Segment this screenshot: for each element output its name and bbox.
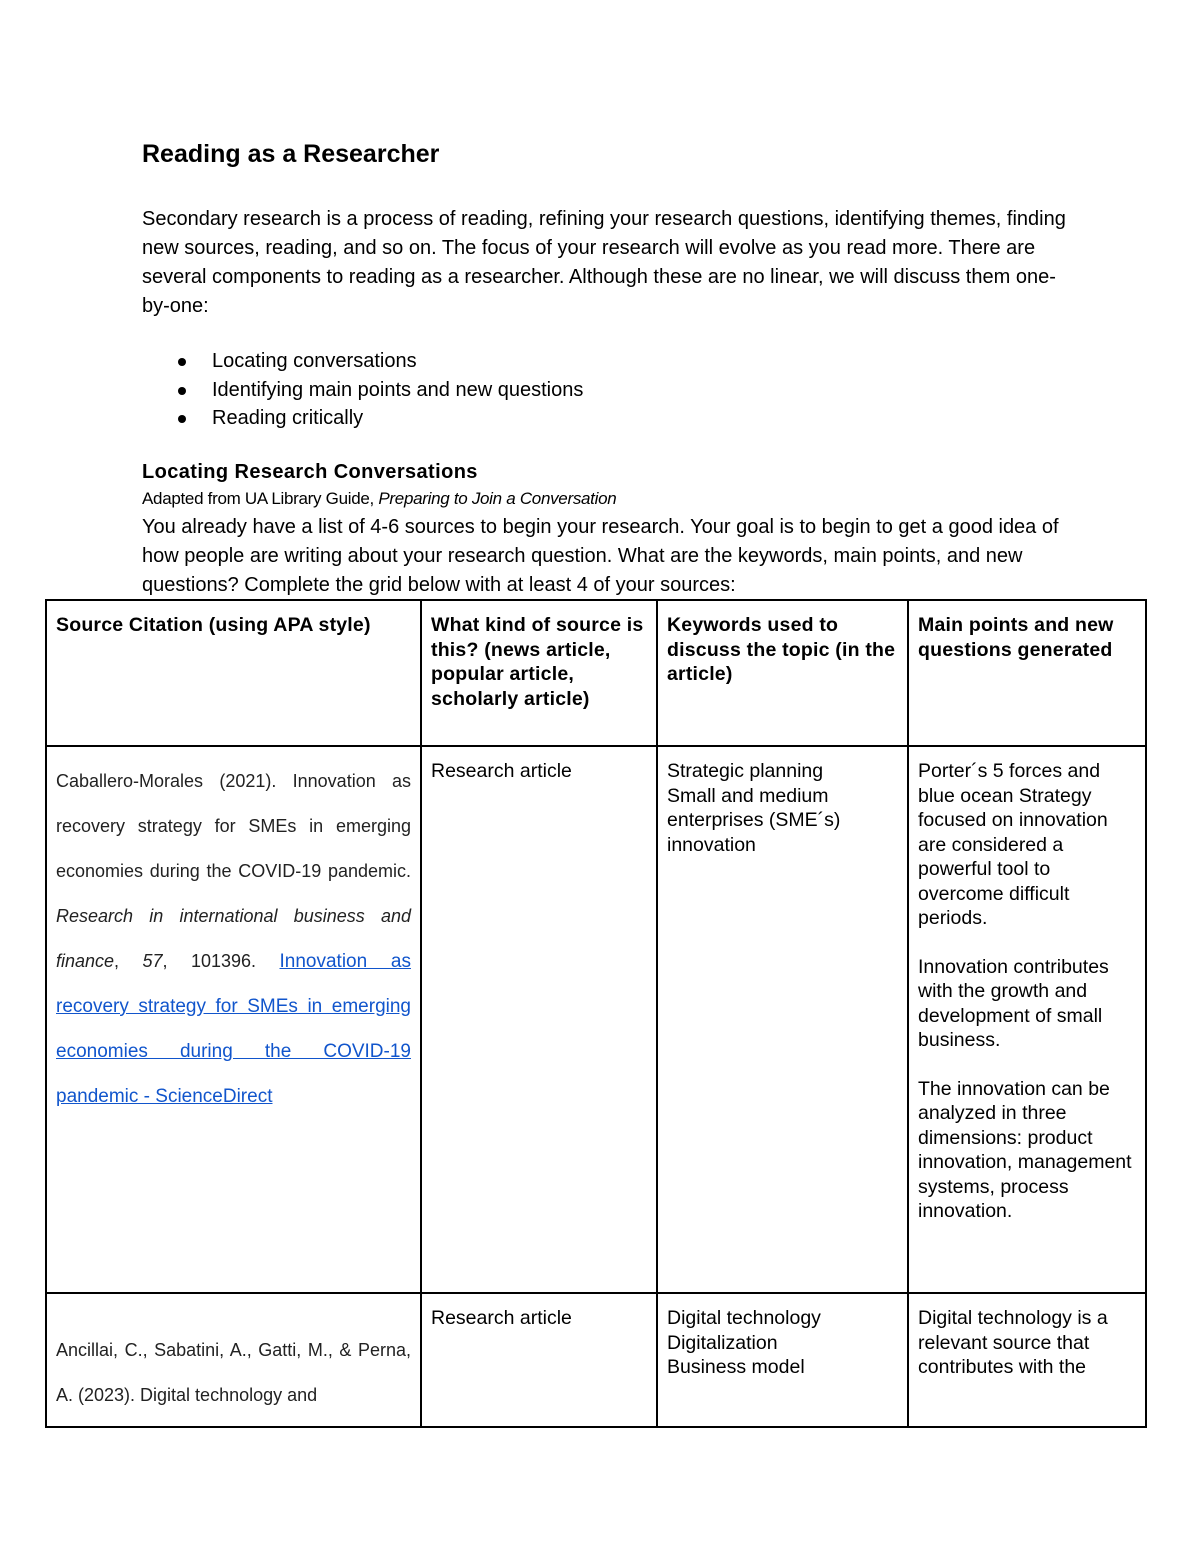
header-source-kind: What kind of source is this? (news article, popular article, scholarly article) <box>421 600 657 746</box>
adapted-guide-title: Preparing to Join a Conversation <box>378 489 617 508</box>
list-item: Identifying main points and new questions <box>142 376 1042 405</box>
bullet-list <box>142 347 1042 433</box>
keywords-cell: Strategic planning Small and medium enterprises (SME´s) innovation <box>657 746 908 1293</box>
page-title: Reading as a Researcher <box>142 140 440 168</box>
source-type-cell: Research article <box>421 746 657 1293</box>
main-points-cell: Porter´s 5 forces and blue ocean Strategy focused on innovation are considered a powerful tool to overcome difficult periods. Innovation contributes with the growth and development of small business. The innovation can be analyzed in three dimensions: product innovation, management systems, process innovation. <box>908 746 1146 1293</box>
table-header-row <box>46 600 1146 746</box>
section-heading: Locating Research Conversations <box>142 461 478 483</box>
bullet-icon <box>178 415 186 423</box>
sources-grid <box>45 599 1147 1428</box>
source-type-cell: Research article <box>421 1293 657 1427</box>
citation: Ancillai, C., Sabatini, A., Gatti, M., & Perna, A. (2023). Digital technology and <box>56 1340 411 1405</box>
journal-name: Research in international business and finance <box>56 906 411 971</box>
table-row <box>46 1293 1146 1427</box>
adapted-note: Adapted from UA Library Guide, Preparing to Join a Conversation <box>142 489 617 508</box>
table-row <box>46 746 1146 1293</box>
main-points-cell: Digital technology is a relevant source that contributes with the <box>908 1293 1146 1427</box>
instructions-paragraph: You already have a list of 4-6 sources to begin your research. Your goal is to begin to get a good idea of how people are writing about your research question. What are the keywords, main points, and new questions? Complete the grid below with at least 4 of your sources: <box>142 516 1059 596</box>
journal-volume: 57 <box>142 951 163 971</box>
intro-paragraph: Secondary research is a process of reading, refining your research questions, identifying themes, finding new sources, reading, and so on. The focus of your research will evolve as you read more. There are several components to reading as a researcher. Although these are no linear, we will discuss them one-by-one: <box>142 208 1066 317</box>
header-source-citation: Source Citation (using APA style) <box>46 600 421 746</box>
list-item: Reading critically <box>142 404 1042 433</box>
citation-cell <box>46 746 421 1293</box>
header-main-points: Main points and new questions generated <box>908 600 1146 746</box>
sciencedirect-link[interactable]: Innovation as recovery strategy for SMEs in emerging economies during the COVID-19 pandemic - ScienceDirect <box>56 951 411 1107</box>
bullet-icon <box>178 387 186 395</box>
citation: Caballero-Morales (2021). Innovation as recovery strategy for SMEs in emerging economies during the COVID-19 pandemic. Research in international business and finance, 57, 101396. Innovation as recovery strategy for SMEs in emerging economies during the COVID-19 pandemic - ScienceDirect <box>56 771 411 1107</box>
citation-cell <box>46 1293 421 1427</box>
keywords-cell: Digital technology Digitalization Business model <box>657 1293 908 1427</box>
list-item: Locating conversations <box>142 347 1042 376</box>
header-keywords: Keywords used to discuss the topic (in the article) <box>657 600 908 746</box>
bullet-icon <box>178 358 186 366</box>
